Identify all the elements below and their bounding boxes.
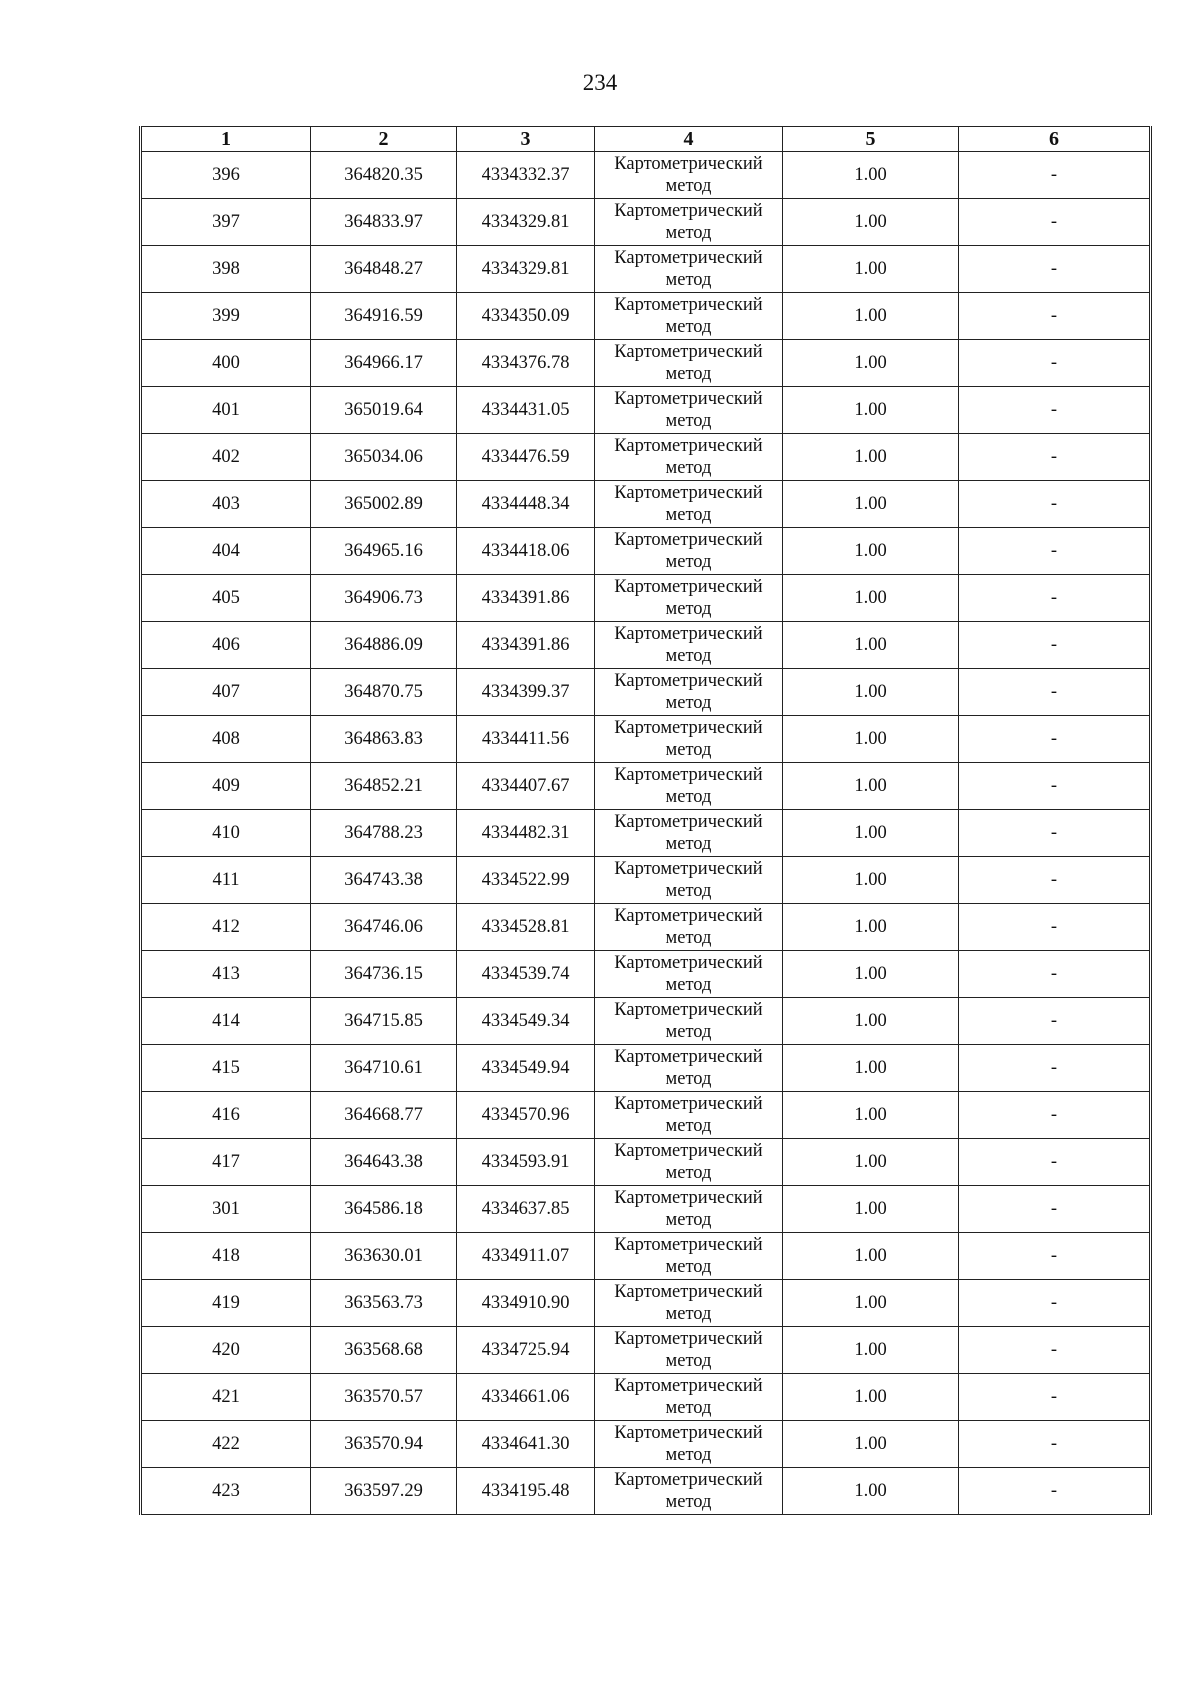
method-line-1: Картометрический: [614, 953, 763, 973]
x-coordinate-cell: 364643.38: [311, 1139, 457, 1186]
table-row: [141, 1374, 1151, 1421]
point-number-cell: 404: [141, 528, 311, 575]
table-row: [141, 246, 1151, 293]
x-coordinate-cell: 364916.59: [311, 293, 457, 340]
note-cell: -: [959, 434, 1151, 481]
page-number: 234: [582, 70, 618, 95]
point-number-cell: 402: [141, 434, 311, 481]
method-cell: [595, 1327, 783, 1374]
table-row: [141, 199, 1151, 246]
point-number-cell: 397: [141, 199, 311, 246]
method-line-1: Картометрический: [614, 1282, 763, 1302]
x-coordinate-cell: 364906.73: [311, 575, 457, 622]
note-cell: -: [959, 904, 1151, 951]
method-cell: [595, 1045, 783, 1092]
y-coordinate-cell: 4334593.91: [457, 1139, 595, 1186]
point-number-cell: 412: [141, 904, 311, 951]
method-line-1: Картометрический: [614, 812, 763, 832]
y-coordinate-cell: 4334476.59: [457, 434, 595, 481]
point-number-cell: 403: [141, 481, 311, 528]
y-coordinate-cell: 4334329.81: [457, 199, 595, 246]
table-row: [141, 434, 1151, 481]
method-line-2: метод: [665, 1492, 712, 1512]
accuracy-cell: 1.00: [783, 1139, 959, 1186]
x-coordinate-cell: 364668.77: [311, 1092, 457, 1139]
table-row: [141, 1186, 1151, 1233]
x-coordinate-cell: 364736.15: [311, 951, 457, 998]
point-number-cell: 398: [141, 246, 311, 293]
note-cell: -: [959, 1468, 1151, 1515]
accuracy-cell: 1.00: [783, 387, 959, 434]
accuracy-cell: 1.00: [783, 763, 959, 810]
x-coordinate-cell: 363563.73: [311, 1280, 457, 1327]
table-row: [141, 857, 1151, 904]
table-row: [141, 716, 1151, 763]
method-line-1: Картометрический: [614, 671, 763, 691]
note-cell: -: [959, 387, 1151, 434]
method-line-1: Картометрический: [614, 765, 763, 785]
y-coordinate-cell: 4334910.90: [457, 1280, 595, 1327]
y-coordinate-cell: 4334391.86: [457, 575, 595, 622]
method-line-2: метод: [665, 834, 712, 854]
table-row: [141, 1092, 1151, 1139]
method-line-2: метод: [665, 364, 712, 384]
table-row: [141, 998, 1151, 1045]
method-line-1: Картометрический: [614, 718, 763, 738]
note-cell: -: [959, 293, 1151, 340]
method-line-1: Картометрический: [614, 1329, 763, 1349]
point-number-cell: 417: [141, 1139, 311, 1186]
x-coordinate-cell: 364966.17: [311, 340, 457, 387]
x-coordinate-cell: 363570.57: [311, 1374, 457, 1421]
note-cell: -: [959, 528, 1151, 575]
method-cell: [595, 575, 783, 622]
y-coordinate-cell: 4334376.78: [457, 340, 595, 387]
x-coordinate-cell: 364863.83: [311, 716, 457, 763]
note-cell: -: [959, 481, 1151, 528]
method-cell: [595, 1468, 783, 1515]
x-coordinate-cell: 364965.16: [311, 528, 457, 575]
table-row: [141, 669, 1151, 716]
x-coordinate-cell: 364820.35: [311, 152, 457, 199]
note-cell: -: [959, 1045, 1151, 1092]
method-cell: [595, 481, 783, 528]
method-line-1: Картометрический: [614, 483, 763, 503]
method-line-2: метод: [665, 552, 712, 572]
x-coordinate-cell: 365034.06: [311, 434, 457, 481]
method-line-2: метод: [665, 1163, 712, 1183]
accuracy-cell: 1.00: [783, 857, 959, 904]
note-cell: -: [959, 951, 1151, 998]
method-line-1: Картометрический: [614, 1423, 763, 1443]
point-number-cell: 419: [141, 1280, 311, 1327]
method-line-2: метод: [665, 881, 712, 901]
y-coordinate-cell: 4334195.48: [457, 1468, 595, 1515]
table-body: [141, 152, 1151, 1515]
method-line-2: метод: [665, 1116, 712, 1136]
method-line-1: Картометрический: [614, 295, 763, 315]
method-line-1: Картометрический: [614, 201, 763, 221]
method-line-2: метод: [665, 1351, 712, 1371]
method-cell: [595, 199, 783, 246]
point-number-cell: 396: [141, 152, 311, 199]
accuracy-cell: 1.00: [783, 434, 959, 481]
header-col-3: 3: [457, 127, 595, 152]
method-line-2: метод: [665, 223, 712, 243]
table-row: [141, 904, 1151, 951]
method-line-2: метод: [665, 1398, 712, 1418]
note-cell: -: [959, 716, 1151, 763]
note-cell: -: [959, 1327, 1151, 1374]
method-cell: [595, 1092, 783, 1139]
y-coordinate-cell: 4334661.06: [457, 1374, 595, 1421]
note-cell: -: [959, 998, 1151, 1045]
table-row: [141, 528, 1151, 575]
accuracy-cell: 1.00: [783, 1421, 959, 1468]
x-coordinate-cell: 363568.68: [311, 1327, 457, 1374]
method-line-2: метод: [665, 787, 712, 807]
point-number-cell: 399: [141, 293, 311, 340]
note-cell: -: [959, 622, 1151, 669]
table-row: [141, 763, 1151, 810]
x-coordinate-cell: 364886.09: [311, 622, 457, 669]
table-row: [141, 1045, 1151, 1092]
method-line-1: Картометрический: [614, 624, 763, 644]
x-coordinate-cell: 364715.85: [311, 998, 457, 1045]
y-coordinate-cell: 4334539.74: [457, 951, 595, 998]
method-cell: [595, 998, 783, 1045]
method-cell: [595, 1374, 783, 1421]
x-coordinate-cell: 363630.01: [311, 1233, 457, 1280]
note-cell: -: [959, 669, 1151, 716]
accuracy-cell: 1.00: [783, 622, 959, 669]
method-line-2: метод: [665, 740, 712, 760]
method-line-1: Картометрический: [614, 906, 763, 926]
x-coordinate-cell: 364586.18: [311, 1186, 457, 1233]
header-col-4: 4: [595, 127, 783, 152]
note-cell: -: [959, 340, 1151, 387]
method-cell: [595, 857, 783, 904]
note-cell: -: [959, 1280, 1151, 1327]
accuracy-cell: 1.00: [783, 1280, 959, 1327]
note-cell: -: [959, 1092, 1151, 1139]
method-cell: [595, 951, 783, 998]
accuracy-cell: 1.00: [783, 904, 959, 951]
point-number-cell: 400: [141, 340, 311, 387]
method-cell: [595, 1186, 783, 1233]
method-cell: [595, 1421, 783, 1468]
method-cell: [595, 716, 783, 763]
method-line-1: Картометрический: [614, 530, 763, 550]
point-number-cell: 401: [141, 387, 311, 434]
point-number-cell: 421: [141, 1374, 311, 1421]
accuracy-cell: 1.00: [783, 1186, 959, 1233]
note-cell: -: [959, 246, 1151, 293]
x-coordinate-cell: 364852.21: [311, 763, 457, 810]
method-cell: [595, 434, 783, 481]
method-line-1: Картометрический: [614, 1235, 763, 1255]
method-cell: [595, 293, 783, 340]
method-line-2: метод: [665, 270, 712, 290]
accuracy-cell: 1.00: [783, 669, 959, 716]
method-line-1: Картометрический: [614, 436, 763, 456]
header-col-1: 1: [141, 127, 311, 152]
y-coordinate-cell: 4334482.31: [457, 810, 595, 857]
method-cell: [595, 528, 783, 575]
method-cell: [595, 904, 783, 951]
table-row: [141, 951, 1151, 998]
method-cell: [595, 810, 783, 857]
x-coordinate-cell: 365002.89: [311, 481, 457, 528]
method-line-1: Картометрический: [614, 1141, 763, 1161]
x-coordinate-cell: 364833.97: [311, 199, 457, 246]
point-number-cell: 420: [141, 1327, 311, 1374]
point-number-cell: 405: [141, 575, 311, 622]
note-cell: -: [959, 1233, 1151, 1280]
method-cell: [595, 246, 783, 293]
y-coordinate-cell: 4334332.37: [457, 152, 595, 199]
y-coordinate-cell: 4334570.96: [457, 1092, 595, 1139]
method-line-2: метод: [665, 1445, 712, 1465]
point-number-cell: 423: [141, 1468, 311, 1515]
accuracy-cell: 1.00: [783, 246, 959, 293]
header-col-5: 5: [783, 127, 959, 152]
y-coordinate-cell: 4334350.09: [457, 293, 595, 340]
table-row: [141, 1327, 1151, 1374]
note-cell: -: [959, 1421, 1151, 1468]
note-cell: -: [959, 763, 1151, 810]
point-number-cell: 301: [141, 1186, 311, 1233]
method-line-1: Картометрический: [614, 248, 763, 268]
method-cell: [595, 1233, 783, 1280]
point-number-cell: 409: [141, 763, 311, 810]
accuracy-cell: 1.00: [783, 810, 959, 857]
method-line-2: метод: [665, 1022, 712, 1042]
x-coordinate-cell: 364743.38: [311, 857, 457, 904]
y-coordinate-cell: 4334418.06: [457, 528, 595, 575]
x-coordinate-cell: 365019.64: [311, 387, 457, 434]
method-line-1: Картометрический: [614, 1470, 763, 1490]
method-line-2: метод: [665, 928, 712, 948]
y-coordinate-cell: 4334528.81: [457, 904, 595, 951]
y-coordinate-cell: 4334431.05: [457, 387, 595, 434]
method-line-2: метод: [665, 975, 712, 995]
method-line-1: Картометрический: [614, 1047, 763, 1067]
note-cell: -: [959, 152, 1151, 199]
accuracy-cell: 1.00: [783, 575, 959, 622]
y-coordinate-cell: 4334549.34: [457, 998, 595, 1045]
accuracy-cell: 1.00: [783, 1468, 959, 1515]
x-coordinate-cell: 363570.94: [311, 1421, 457, 1468]
accuracy-cell: 1.00: [783, 340, 959, 387]
note-cell: -: [959, 1139, 1151, 1186]
method-line-1: Картометрический: [614, 1188, 763, 1208]
y-coordinate-cell: 4334911.07: [457, 1233, 595, 1280]
point-number-cell: 416: [141, 1092, 311, 1139]
method-line-2: метод: [665, 599, 712, 619]
y-coordinate-cell: 4334549.94: [457, 1045, 595, 1092]
point-number-cell: 411: [141, 857, 311, 904]
method-line-1: Картометрический: [614, 389, 763, 409]
method-line-2: метод: [665, 1304, 712, 1324]
table-row: [141, 1139, 1151, 1186]
note-cell: -: [959, 575, 1151, 622]
x-coordinate-cell: 364710.61: [311, 1045, 457, 1092]
point-number-cell: 410: [141, 810, 311, 857]
x-coordinate-cell: 364848.27: [311, 246, 457, 293]
table-row: [141, 340, 1151, 387]
y-coordinate-cell: 4334448.34: [457, 481, 595, 528]
point-number-cell: 407: [141, 669, 311, 716]
table-row: [141, 387, 1151, 434]
x-coordinate-cell: 364746.06: [311, 904, 457, 951]
table-row: [141, 293, 1151, 340]
accuracy-cell: 1.00: [783, 1233, 959, 1280]
method-line-2: метод: [665, 458, 712, 478]
x-coordinate-cell: 364788.23: [311, 810, 457, 857]
y-coordinate-cell: 4334637.85: [457, 1186, 595, 1233]
note-cell: -: [959, 810, 1151, 857]
header-col-2: 2: [311, 127, 457, 152]
method-line-2: метод: [665, 646, 712, 666]
table-row: [141, 481, 1151, 528]
header-col-6: 6: [959, 127, 1151, 152]
method-cell: [595, 340, 783, 387]
point-number-cell: 418: [141, 1233, 311, 1280]
table-row: [141, 810, 1151, 857]
method-line-1: Картометрический: [614, 1376, 763, 1396]
point-number-cell: 413: [141, 951, 311, 998]
point-number-cell: 422: [141, 1421, 311, 1468]
note-cell: -: [959, 199, 1151, 246]
x-coordinate-cell: 364870.75: [311, 669, 457, 716]
method-line-1: Картометрический: [614, 154, 763, 174]
accuracy-cell: 1.00: [783, 951, 959, 998]
y-coordinate-cell: 4334522.99: [457, 857, 595, 904]
note-cell: -: [959, 1374, 1151, 1421]
accuracy-cell: 1.00: [783, 1092, 959, 1139]
table-row: [141, 575, 1151, 622]
point-number-cell: 406: [141, 622, 311, 669]
accuracy-cell: 1.00: [783, 998, 959, 1045]
accuracy-cell: 1.00: [783, 1374, 959, 1421]
note-cell: -: [959, 1186, 1151, 1233]
y-coordinate-cell: 4334391.86: [457, 622, 595, 669]
method-line-1: Картометрический: [614, 1000, 763, 1020]
table-header-row: [141, 127, 1151, 152]
method-line-2: метод: [665, 317, 712, 337]
x-coordinate-cell: 363597.29: [311, 1468, 457, 1515]
method-cell: [595, 669, 783, 716]
table-row: [141, 1233, 1151, 1280]
accuracy-cell: 1.00: [783, 716, 959, 763]
accuracy-cell: 1.00: [783, 152, 959, 199]
y-coordinate-cell: 4334725.94: [457, 1327, 595, 1374]
table-row: [141, 1421, 1151, 1468]
table-row: [141, 1468, 1151, 1515]
method-line-1: Картометрический: [614, 577, 763, 597]
table-row: [141, 152, 1151, 199]
table-row: [141, 622, 1151, 669]
method-line-2: метод: [665, 505, 712, 525]
note-cell: -: [959, 857, 1151, 904]
method-line-2: метод: [665, 693, 712, 713]
method-line-2: метод: [665, 411, 712, 431]
method-line-1: Картометрический: [614, 859, 763, 879]
accuracy-cell: 1.00: [783, 293, 959, 340]
method-line-1: Картометрический: [614, 342, 763, 362]
method-line-2: метод: [665, 1069, 712, 1089]
y-coordinate-cell: 4334407.67: [457, 763, 595, 810]
method-line-1: Картометрический: [614, 1094, 763, 1114]
y-coordinate-cell: 4334411.56: [457, 716, 595, 763]
table-row: [141, 1280, 1151, 1327]
method-cell: [595, 387, 783, 434]
point-number-cell: 408: [141, 716, 311, 763]
y-coordinate-cell: 4334329.81: [457, 246, 595, 293]
accuracy-cell: 1.00: [783, 528, 959, 575]
accuracy-cell: 1.00: [783, 1045, 959, 1092]
accuracy-cell: 1.00: [783, 481, 959, 528]
method-line-2: метод: [665, 176, 712, 196]
y-coordinate-cell: 4334399.37: [457, 669, 595, 716]
accuracy-cell: 1.00: [783, 1327, 959, 1374]
point-number-cell: 415: [141, 1045, 311, 1092]
method-cell: [595, 1139, 783, 1186]
accuracy-cell: 1.00: [783, 199, 959, 246]
y-coordinate-cell: 4334641.30: [457, 1421, 595, 1468]
method-line-2: метод: [665, 1257, 712, 1277]
method-cell: [595, 763, 783, 810]
coordinates-table: [139, 126, 1152, 1515]
method-cell: [595, 1280, 783, 1327]
method-cell: [595, 622, 783, 669]
method-cell: [595, 152, 783, 199]
method-line-2: метод: [665, 1210, 712, 1230]
point-number-cell: 414: [141, 998, 311, 1045]
